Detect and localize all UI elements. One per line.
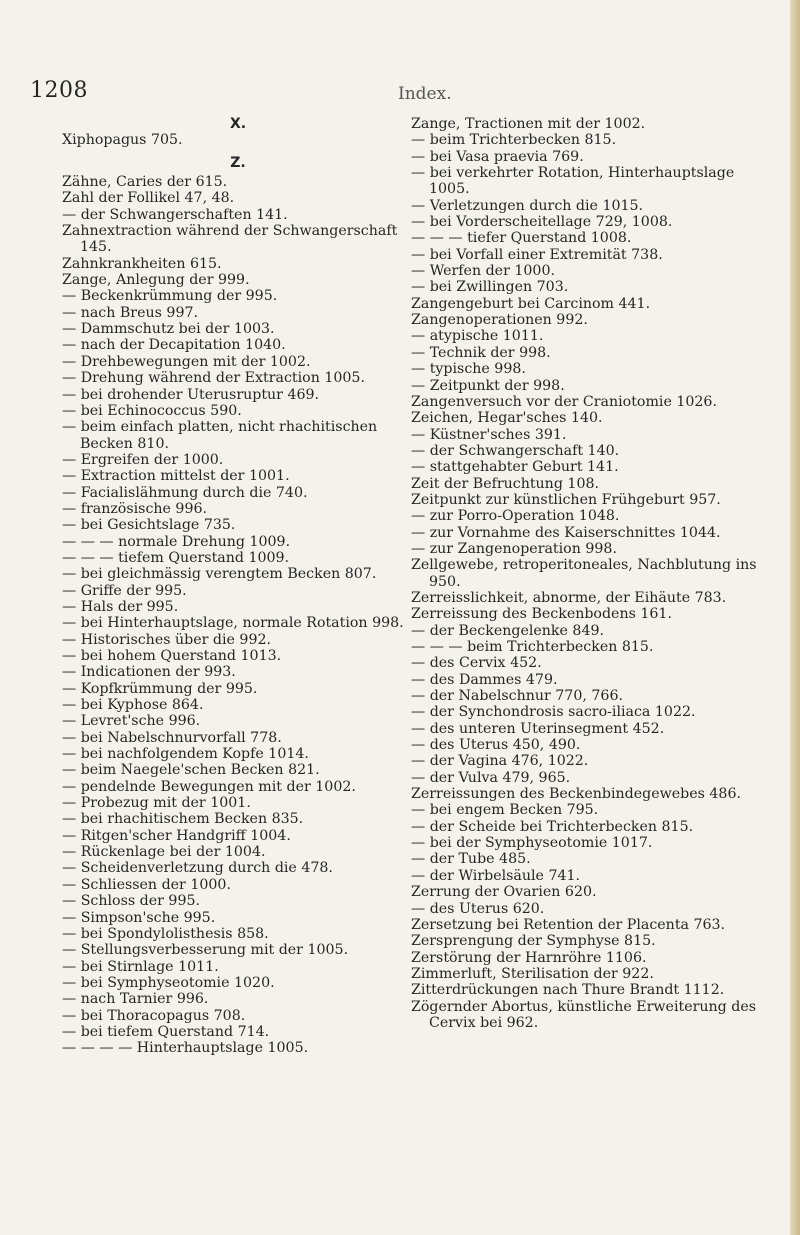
index-entry: — nach Breus 997. — [62, 304, 199, 321]
index-entry: — Werfen der 1000. — [411, 263, 555, 280]
index-entry: — typische 998. — [411, 361, 526, 378]
index-entry: — Scheidenverletzung durch die 478. — [62, 860, 333, 877]
index-entry: Zange, Tractionen mit der 1002. — [411, 116, 646, 132]
index-entry: — Technik der 998. — [411, 344, 551, 361]
index-entry: — Rückenlage bei der 1004. — [62, 844, 266, 861]
section-heading-z: Z. — [230, 154, 246, 171]
index-entry: Zögernder Abortus, künstliche Erweiterung des Cervix bei 962. — [411, 998, 756, 1031]
index-entry: — — — beim Trichterbecken 815. — [411, 639, 654, 655]
index-entry: — der Beckengelenke 849. — [411, 622, 605, 639]
index-entry: — Ergreifen der 1000. — [62, 451, 224, 468]
index-entry: — der Schwangerschaften 141. — [62, 206, 288, 223]
index-entry: Zähne, Caries der 615. — [62, 174, 228, 191]
index-entry: — — — — Hinterhauptslage 1005. — [62, 1040, 309, 1057]
index-entry: Zangenoperationen 992. — [411, 312, 588, 329]
index-entry: — bei rhachitischem Becken 835. — [62, 811, 304, 828]
index-entry: — Verletzungen durch die 1015. — [411, 197, 644, 214]
index-entry: — Facialislähmung durch die 740. — [62, 484, 308, 501]
index-entry: — zur Porro-Operation 1048. — [411, 508, 620, 525]
index-entry: Zahnkrankheiten 615. — [62, 255, 222, 272]
left-column — [62, 116, 414, 1057]
index-entry: — Simpson'sche 995. — [62, 909, 216, 926]
index-entry: — der Tube 485. — [411, 851, 531, 868]
index-entry: — bei Thoracopagus 708. — [62, 1007, 246, 1024]
index-entry: — — — tiefer Querstand 1008. — [411, 230, 632, 247]
index-entry: Zerstörung der Harnröhre 1106. — [411, 949, 647, 966]
index-entry: Zangengeburt bei Carcinom 441. — [411, 295, 651, 312]
index-entry: — — — tiefem Querstand 1009. — [62, 549, 290, 566]
running-title: Index. — [398, 84, 452, 104]
right-column — [411, 116, 763, 1031]
right-entries-list — [411, 116, 763, 1031]
index-entry: — Schliessen der 1000. — [62, 876, 231, 893]
index-entry: — zur Vornahme des Kaiserschnittes 1044. — [411, 524, 721, 541]
index-entry: Zerreissung des Beckenbodens 161. — [411, 606, 672, 623]
index-entry: — nach der Decapitation 1040. — [62, 337, 286, 354]
index-entry: Zerreissungen des Beckenbindegewebes 486. — [411, 786, 741, 803]
index-entry: — zur Zangenoperation 998. — [411, 540, 617, 557]
section-heading-x: X. — [229, 116, 247, 132]
index-entry: — bei gleichmässig verengtem Becken 807. — [62, 566, 377, 583]
index-entry: — beim Naegele'schen Becken 821. — [62, 762, 320, 779]
index-entry: — stattgehabter Geburt 141. — [411, 459, 619, 476]
index-entry: — Drehung während der Extraction 1005. — [62, 370, 365, 387]
index-entry: — bei Kyphose 864. — [62, 697, 204, 714]
page-edge — [790, 0, 800, 1235]
index-entry: Zeitpunkt zur künstlichen Frühgeburt 957. — [411, 491, 721, 508]
index-entry: — bei verkehrter Rotation, Hinterhauptslage 1005. — [411, 165, 735, 198]
index-entry: — der Wirbelsäule 741. — [411, 867, 581, 884]
index-entry: Xiphopagus 705. — [62, 132, 183, 149]
index-entry: Zitterdrückungen nach Thure Brandt 1112. — [411, 982, 725, 999]
z-entries-list — [62, 174, 414, 1057]
index-entry: — des Cervix 452. — [411, 655, 542, 672]
index-entry: — Historisches über die 992. — [62, 631, 272, 648]
index-entry: — des Dammes 479. — [411, 671, 558, 688]
index-entry: — Zeitpunkt der 998. — [411, 377, 565, 394]
index-entry: — bei Symphyseotomie 1020. — [62, 974, 275, 991]
index-entry: — bei Vasa praevia 769. — [411, 148, 584, 165]
index-entry: — der Schwangerschaft 140. — [411, 442, 620, 459]
index-entry: — des Uterus 450, 490. — [411, 737, 581, 754]
index-entry: — französische 996. — [62, 500, 208, 517]
index-entry: — der Vulva 479, 965. — [411, 769, 571, 786]
index-entry: — der Vagina 476, 1022. — [411, 753, 589, 770]
index-entry: Zersetzung bei Retention der Placenta 763. — [411, 916, 726, 933]
index-entry: — der Synchondrosis sacro-iliaca 1022. — [411, 704, 696, 721]
index-entry: — beim einfach platten, nicht rhachitischen Becken 810. — [62, 419, 378, 452]
index-entry: — bei Gesichtslage 735. — [62, 517, 236, 534]
index-entry: Zahnextraction während der Schwangerschaft 145. — [62, 223, 398, 256]
index-entry: — bei Hinterhauptslage, normale Rotation 998. — [62, 615, 404, 632]
index-entry: — des unteren Uterinsegment 452. — [411, 720, 665, 737]
index-entry: — pendelnde Bewegungen mit der 1002. — [62, 778, 356, 795]
index-entry: — bei Zwillingen 703. — [411, 279, 569, 296]
index-entry: — bei Spondylolisthesis 858. — [62, 925, 269, 942]
index-entry: — Beckenkrümmung der 995. — [62, 288, 278, 305]
index-entry: — bei engem Becken 795. — [411, 802, 599, 819]
index-entry: — des Uterus 620. — [411, 900, 545, 917]
index-entry: Zimmerluft, Sterilisation der 922. — [411, 965, 654, 982]
index-entry: — bei Echinococcus 590. — [62, 402, 242, 419]
index-entry: — Dammschutz bei der 1003. — [62, 321, 275, 338]
index-entry: — Probezug mit der 1001. — [62, 795, 251, 812]
index-entry: — der Scheide bei Trichterbecken 815. — [411, 818, 694, 835]
index-entry: — Hals der 995. — [62, 598, 179, 615]
index-entry: — Kopfkrümmung der 995. — [62, 680, 258, 697]
index-entry: Zeit der Befruchtung 108. — [411, 475, 600, 492]
page-number: 1208 — [30, 78, 88, 103]
index-entry: — — — normale Drehung 1009. — [62, 533, 291, 550]
index-entry: Zangenversuch vor der Craniotomie 1026. — [411, 393, 717, 410]
index-entry: Zahl der Follikel 47, 48. — [62, 190, 235, 207]
index-entry: Zellgewebe, retroperitoneales, Nachblutung ins 950. — [411, 557, 757, 590]
index-entry: — Schloss der 995. — [62, 893, 201, 910]
index-entry: — nach Tarnier 996. — [62, 991, 209, 1008]
x-entries-list — [62, 132, 414, 148]
index-entry: Zange, Anlegung der 999. — [62, 272, 250, 289]
index-entry: Zersprengung der Symphyse 815. — [411, 933, 656, 950]
index-entry: — bei nachfolgendem Kopfe 1014. — [62, 746, 309, 763]
index-entry: — Drehbewegungen mit der 1002. — [62, 353, 311, 370]
index-entry: — bei Vorfall einer Extremität 738. — [411, 246, 663, 263]
index-entry: — Levret'sche 996. — [62, 713, 201, 730]
index-entry: — bei tiefem Querstand 714. — [62, 1023, 270, 1040]
index-entry: — Küstner'sches 391. — [411, 426, 567, 443]
index-entry: — der Nabelschnur 770, 766. — [411, 688, 623, 705]
index-entry: — Griffe der 995. — [62, 582, 187, 599]
index-entry: — bei Vorderscheitellage 729, 1008. — [411, 214, 673, 231]
index-entry: — beim Trichterbecken 815. — [411, 132, 617, 149]
index-entry: — Indicationen der 993. — [62, 664, 236, 681]
index-entry: — bei Stirnlage 1011. — [62, 958, 219, 975]
index-entry: — bei der Symphyseotomie 1017. — [411, 835, 653, 852]
index-entry: — bei hohem Querstand 1013. — [62, 648, 282, 664]
index-entry: — bei drohender Uterusruptur 469. — [62, 386, 320, 403]
index-entry: Zerrung der Ovarien 620. — [411, 884, 597, 901]
index-entry: Zeichen, Hegar'sches 140. — [411, 410, 603, 427]
index-entry: — Stellungsverbesserung mit der 1005. — [62, 942, 349, 959]
index-entry: — Extraction mittelst der 1001. — [62, 468, 290, 485]
index-entry: — bei Nabelschnurvorfall 778. — [62, 729, 282, 746]
index-entry: Zerreisslichkeit, abnorme, der Eihäute 783. — [411, 589, 727, 606]
index-entry: — Ritgen'scher Handgriff 1004. — [62, 827, 291, 844]
index-entry: — atypische 1011. — [411, 328, 544, 345]
